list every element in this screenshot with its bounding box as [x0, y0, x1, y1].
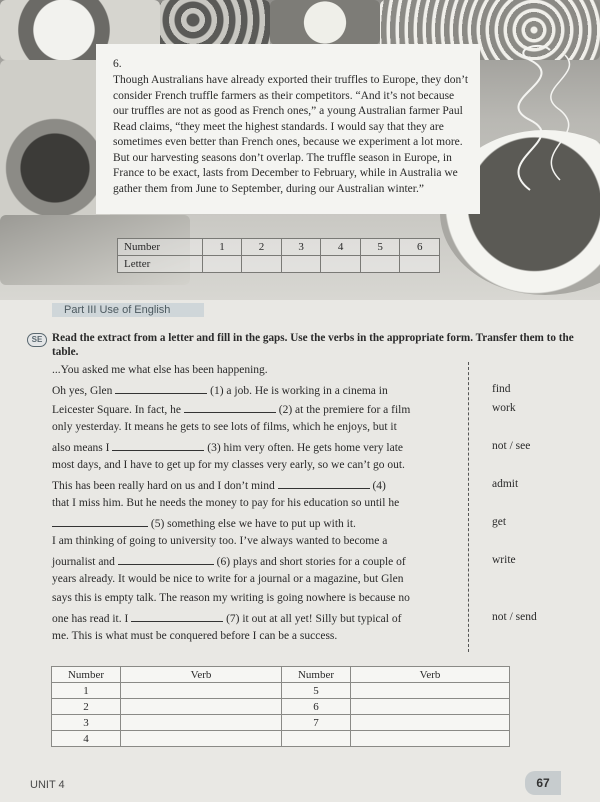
- task-instruction: Read the extract from a letter and fill in the gaps. Use the verbs in the appropriate form. Transfer them to the table.: [52, 332, 574, 358]
- verb-answer-cell[interactable]: [351, 699, 510, 715]
- table-row: [52, 699, 510, 715]
- verb-answer-cell[interactable]: [121, 731, 282, 747]
- gap-4-input[interactable]: [278, 478, 370, 489]
- gap-1-input[interactable]: [115, 383, 207, 394]
- se-badge: SE: [27, 333, 47, 347]
- verb-prompt: write: [492, 554, 516, 566]
- letter-line: [52, 516, 356, 530]
- table-row: [118, 256, 440, 273]
- letter-line: [52, 383, 388, 397]
- number-cell: 4: [52, 731, 121, 747]
- number-cell: 3: [281, 239, 321, 256]
- gap-6-input[interactable]: [118, 554, 214, 565]
- header-verb: Verb: [121, 667, 282, 683]
- letter-answer-cell[interactable]: [281, 256, 321, 273]
- letter-line: [52, 478, 386, 492]
- verb-prompt: work: [492, 402, 516, 414]
- row-label-letter: Letter: [118, 256, 203, 273]
- letter-answer-cell[interactable]: [400, 256, 440, 273]
- verb-prompt: not / see: [492, 440, 531, 452]
- number-cell: 7: [282, 715, 351, 731]
- letter-line: that I miss him. But he needs the money to pay for his education so until he: [52, 497, 400, 509]
- verb-answer-table: [51, 666, 510, 747]
- item-number: 6.: [113, 58, 122, 70]
- letter-text: Oh yes, Glen: [52, 385, 113, 397]
- table-header-row: [52, 667, 510, 683]
- letter-line: says this is empty talk. The reason my writing is going nowhere is because no: [52, 592, 410, 604]
- letter-line: [52, 611, 401, 625]
- letter-text: Leicester Square. In fact, he: [52, 404, 181, 416]
- table-row: [52, 715, 510, 731]
- letter-line: [52, 554, 406, 568]
- letter-answer-cell[interactable]: [360, 256, 400, 273]
- number-cell: 3: [52, 715, 121, 731]
- number-cell: 2: [242, 239, 282, 256]
- letter-answer-cell[interactable]: [321, 256, 361, 273]
- number-cell: 6: [282, 699, 351, 715]
- number-cell: [282, 731, 351, 747]
- letter-answer-cell[interactable]: [202, 256, 242, 273]
- letter-line: [52, 440, 403, 454]
- letter-text: (1) a job. He is working in a cinema in: [210, 385, 388, 397]
- letter-text: (3) him very often. He gets home very late: [207, 442, 403, 454]
- verb-prompt: not / send: [492, 611, 537, 623]
- part-heading: Part III Use of English: [52, 303, 204, 317]
- gap-5-input[interactable]: [52, 516, 148, 527]
- letter-line: I am thinking of going to university too. I’ve always wanted to become a: [52, 535, 388, 547]
- verb-answer-cell[interactable]: [351, 683, 510, 699]
- gap-7-input[interactable]: [131, 611, 223, 622]
- letter-line: me. This is what must be conquered before I can be a success.: [52, 630, 338, 642]
- verb-prompt: find: [492, 383, 511, 395]
- truffle-closeup-photo: [0, 60, 110, 240]
- verb-answer-cell[interactable]: [351, 731, 510, 747]
- number-cell: 1: [52, 683, 121, 699]
- verb-prompt: get: [492, 516, 507, 528]
- number-cell: 1: [202, 239, 242, 256]
- cream-dish-photo: [270, 0, 380, 45]
- letter-text: This has been really hard on us and I don’t mind: [52, 480, 275, 492]
- letter-text: one has read it. I: [52, 613, 129, 625]
- verb-answer-cell[interactable]: [121, 715, 282, 731]
- verb-answer-cell[interactable]: [351, 715, 510, 731]
- letter-text: (7) it out at all yet! Silly but typical of: [226, 613, 402, 625]
- letter-text: (2) at the premiere for a film: [278, 404, 411, 416]
- answer-table: [117, 238, 440, 273]
- letter-text: (6) plays and short stories for a couple of: [216, 556, 406, 568]
- table-row: [52, 731, 510, 747]
- truffle-photo: [160, 0, 270, 50]
- number-cell: 6: [400, 239, 440, 256]
- letter-answer-cell[interactable]: [242, 256, 282, 273]
- letter-line: most days, and I have to get up for my classes very early, so we can’t go out.: [52, 459, 405, 471]
- number-cell: 5: [282, 683, 351, 699]
- verb-prompt: admit: [492, 478, 519, 490]
- verb-answer-cell[interactable]: [121, 683, 282, 699]
- letter-text: (5) something else we have to put up with it.: [150, 518, 356, 530]
- number-cell: 4: [321, 239, 361, 256]
- table-row: [118, 239, 440, 256]
- letter-text: journalist and: [52, 556, 115, 568]
- unit-label: UNIT 4: [30, 779, 65, 791]
- verb-answer-cell[interactable]: [121, 699, 282, 715]
- letter-text: (4): [372, 480, 386, 492]
- number-cell: 2: [52, 699, 121, 715]
- gap-2-input[interactable]: [184, 402, 276, 413]
- header-number: Number: [282, 667, 351, 683]
- gap-3-input[interactable]: [112, 440, 204, 451]
- table-row: [52, 683, 510, 699]
- page-number: 67: [525, 771, 561, 795]
- header-verb: Verb: [351, 667, 510, 683]
- letter-line: [52, 402, 410, 416]
- row-label-number: Number: [118, 239, 203, 256]
- letter-line: ...You asked me what else has been happening.: [52, 364, 268, 376]
- letter-text: also means I: [52, 442, 110, 454]
- header-number: Number: [52, 667, 121, 683]
- column-divider: [468, 362, 469, 652]
- letter-line: only yesterday. It means he gets to see lots of films, which he enjoys, but it: [52, 421, 397, 433]
- swirl-decoration-icon: [470, 40, 590, 200]
- number-cell: 5: [360, 239, 400, 256]
- item-paragraph: Though Australians have already exported their truffles to Europe, they don’t consider French truffle farmers as their competitors. “And it’s not because our truffles are not as good as French ones,” a young Australian farmer Paul Read claims, “they meet the highest standards. I would say that they are sometimes even better than French ones, because we experiment a lot more. But our harvesting seasons don’t overlap. The truffle season in Europe, in France to be exact, lasts from December to February, while in Australia we gather them from June to September, during our Australian winter.”: [113, 74, 469, 195]
- letter-line: years already. It would be nice to write for a journal or a magazine, but Glen: [52, 573, 404, 585]
